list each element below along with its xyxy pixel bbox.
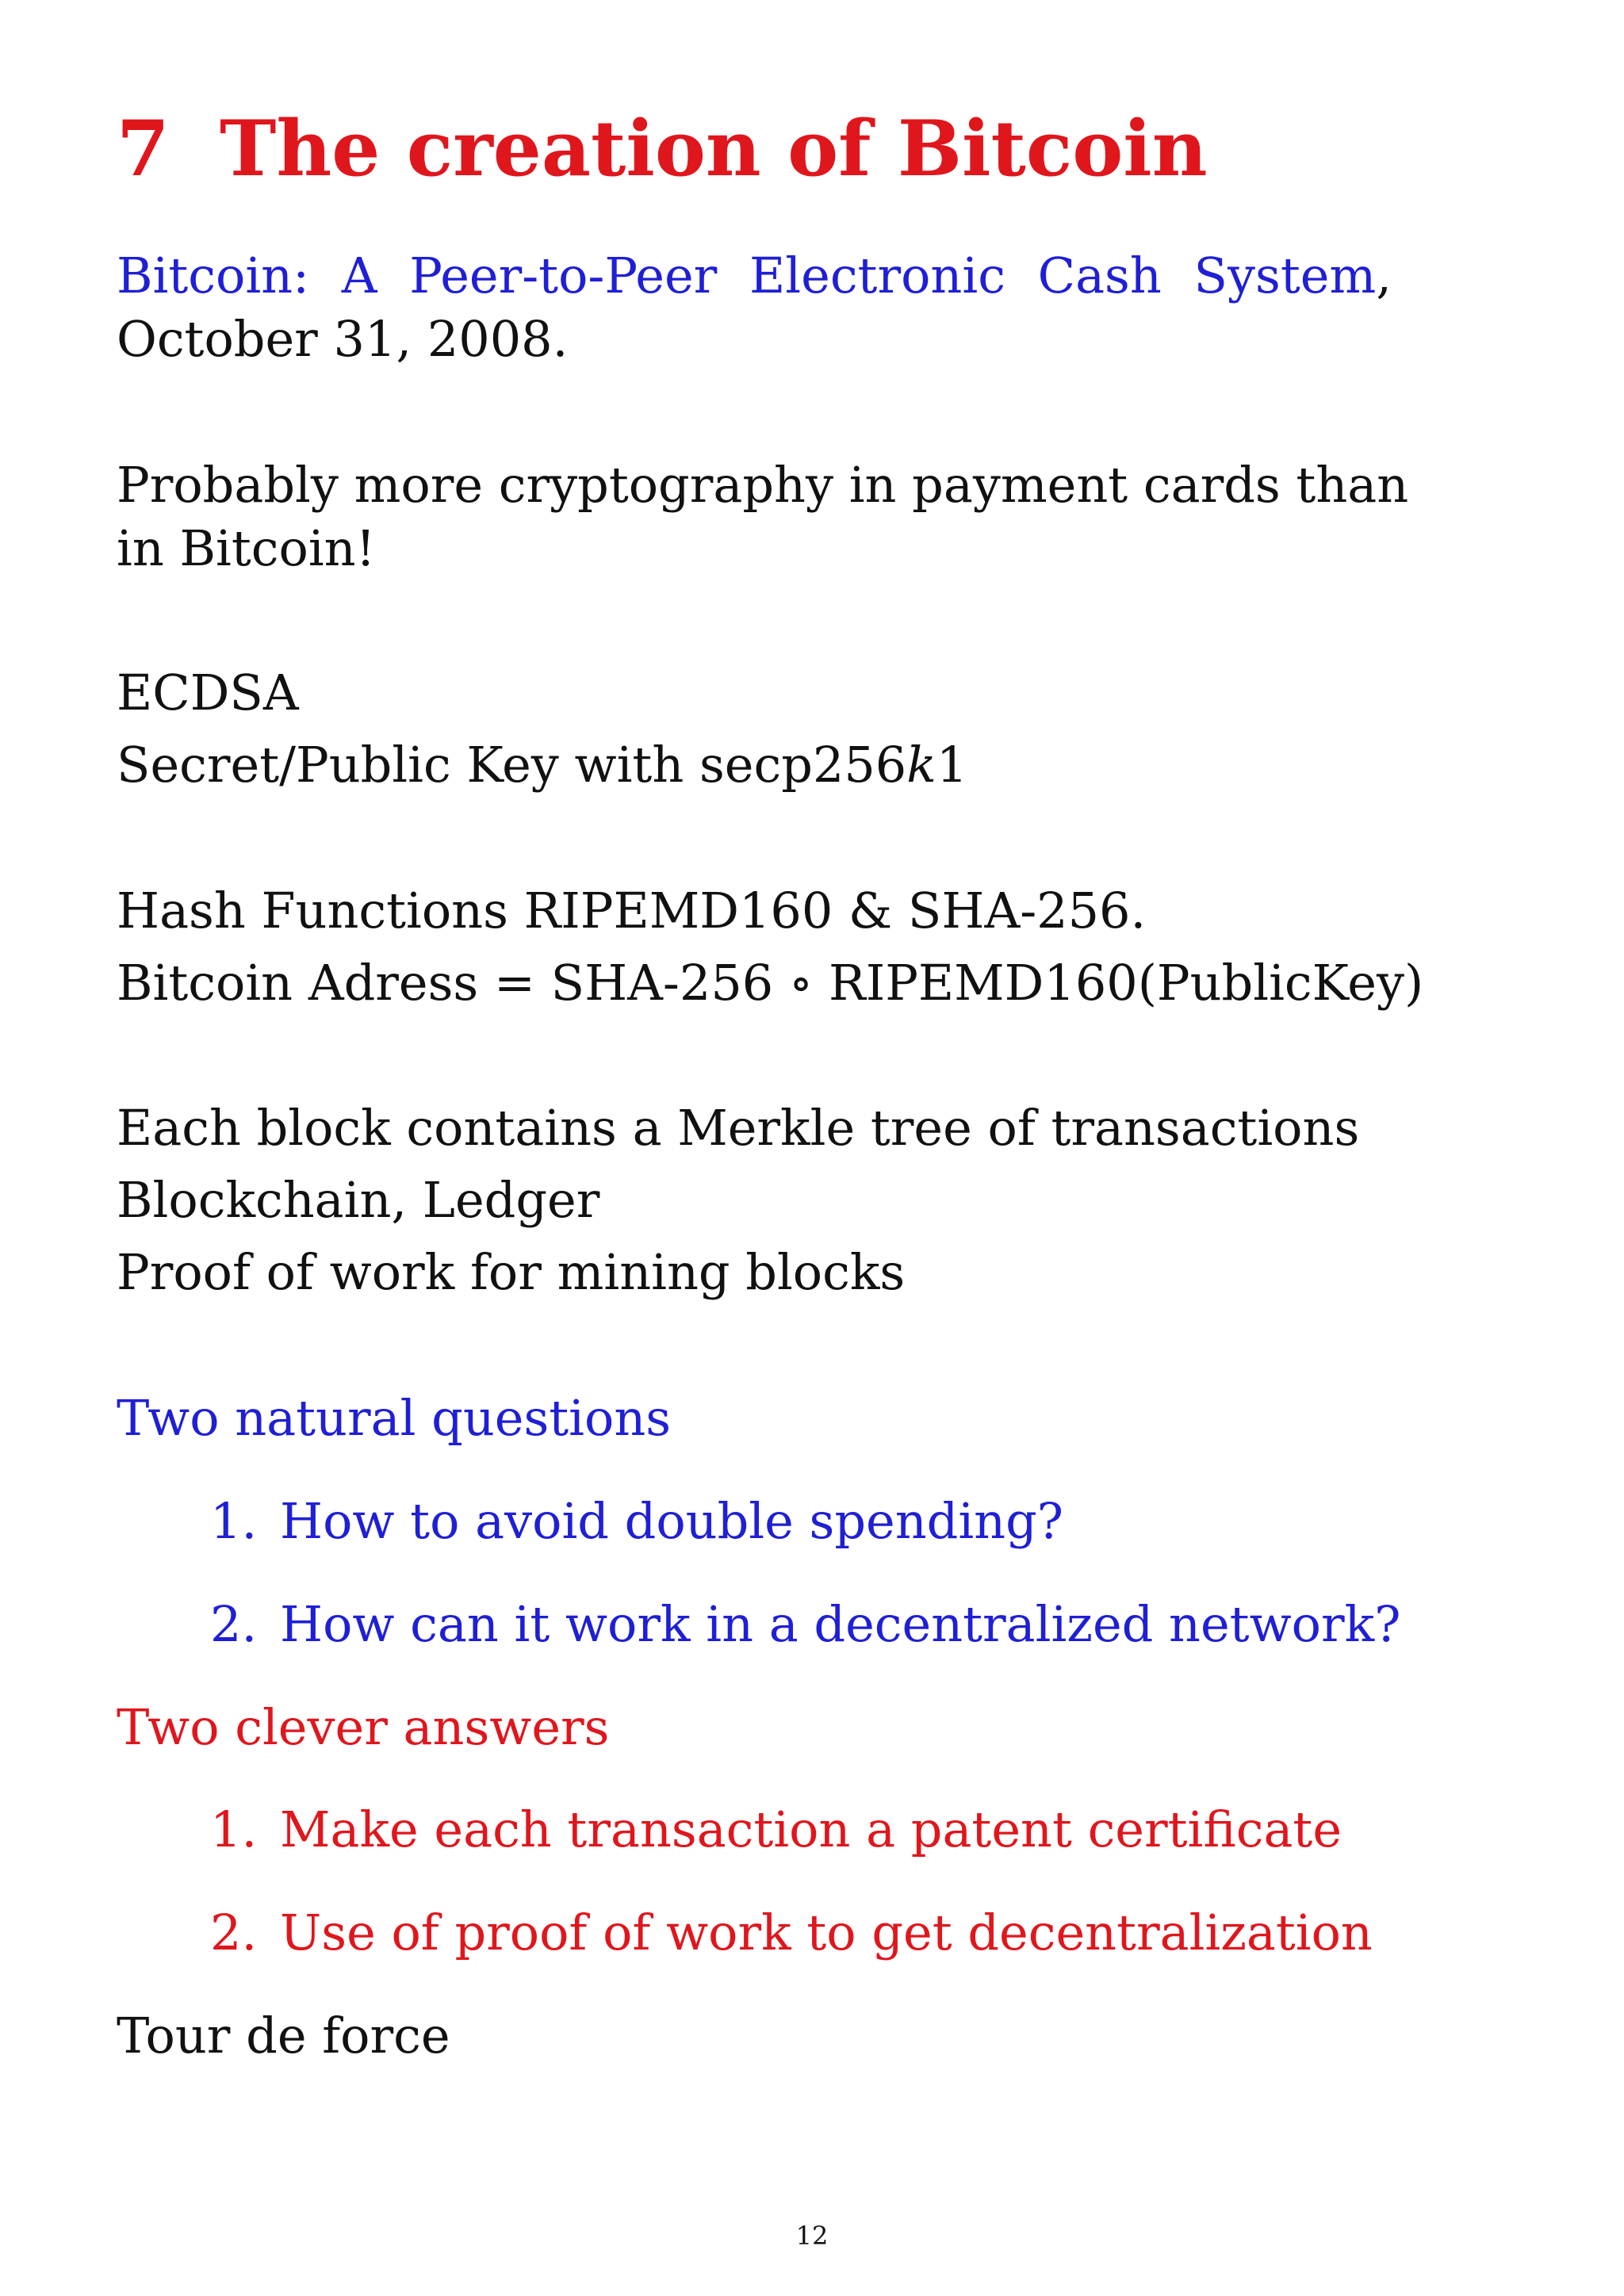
proof-of-work-line: Proof of work for mining blocks	[117, 1243, 906, 1301]
crypto-note-line-1: Probably more cryptography in payment cards than	[117, 456, 1409, 514]
merkle-line: Each block contains a Merkle tree of transactions	[117, 1099, 1360, 1157]
crypto-note-line-2: in Bitcoin!	[117, 519, 376, 577]
answers-heading: Two clever answers	[117, 1698, 610, 1756]
answer-number-1: 1.	[210, 1800, 258, 1858]
paper-title-line	[117, 244, 1392, 308]
answer-item-2	[210, 1901, 1373, 1965]
paper-date: October 31, 2008.	[117, 310, 569, 368]
blockchain-line: Blockchain, Ledger	[117, 1171, 600, 1229]
question-text-1: How to avoid double spending?	[280, 1492, 1064, 1550]
question-number-1: 1.	[210, 1492, 258, 1550]
paper-link[interactable]: Bitcoin: A Peer-to-Peer Electronic Cash System	[117, 247, 1377, 304]
question-text-2: How can it work in a decentralized network?	[280, 1595, 1401, 1653]
key-line-prefix: Secret/Public Key with secp256	[117, 736, 907, 794]
ecdsa-line: ECDSA	[117, 664, 299, 721]
answer-text-2: Use of proof of work to get decentralization	[280, 1904, 1373, 1961]
answer-item-1	[210, 1798, 1342, 1862]
answer-text-1: Make each transaction a patent certificate	[280, 1800, 1342, 1858]
hash-functions-line: Hash Functions RIPEMD160 & SHA-256.	[117, 882, 1147, 939]
key-line-k: k	[906, 736, 936, 794]
bitcoin-address-line: Bitcoin Adress = SHA-256 ∘ RIPEMD160(PublicKey)	[117, 954, 1424, 1012]
section-title: The creation of Bitcoin	[220, 104, 1208, 193]
answer-number-2: 2.	[210, 1904, 258, 1961]
closing-line: Tour de force	[117, 2007, 450, 2064]
questions-heading: Two natural questions	[117, 1389, 672, 1447]
section-heading	[117, 101, 1208, 197]
paper-comma: ,	[1376, 247, 1392, 304]
key-line-suffix: 1	[936, 736, 968, 794]
question-number-2: 2.	[210, 1595, 258, 1653]
page-number: 12	[795, 2221, 829, 2251]
question-item-2	[210, 1593, 1400, 1656]
section-number: 7	[117, 104, 170, 193]
key-line	[117, 733, 967, 797]
question-item-1	[210, 1490, 1063, 1553]
